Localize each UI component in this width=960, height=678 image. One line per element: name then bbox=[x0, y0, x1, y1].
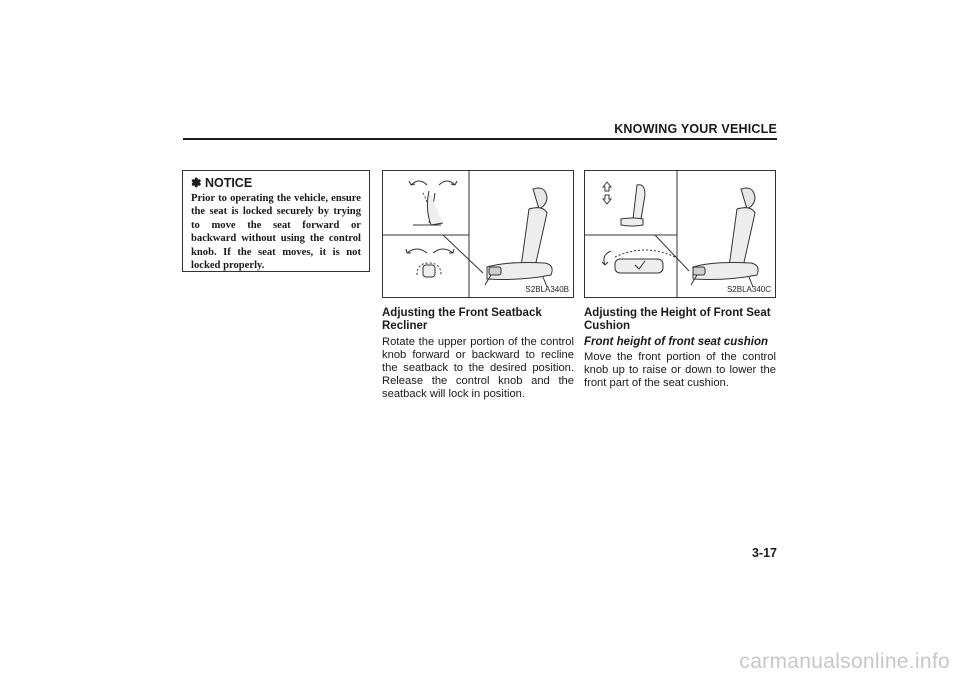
notice-body: Prior to operating the vehicle, ensure the seat is locked securely by trying to move the seat forward or backward without using the control knob. If the seat moves, it is not locked properly. bbox=[191, 193, 361, 272]
figure-code: S2BLA340B bbox=[525, 285, 569, 294]
front-seat-icon bbox=[485, 188, 552, 287]
watermark-text: carmanualsonline.info bbox=[739, 650, 950, 673]
page-number: 3-17 bbox=[751, 546, 777, 560]
notice-title: ✽ NOTICE bbox=[191, 176, 253, 190]
notice-box bbox=[182, 170, 370, 272]
up-down-arrows-icon bbox=[603, 182, 645, 226]
section-subtitle: Front height of front seat cushion bbox=[584, 336, 768, 348]
section-body: Rotate the upper portion of the control knob forward or backward to recline the seatback to the desired position. Release the control knob and the seatback will lock in position. bbox=[382, 336, 574, 400]
section-body: Move the front portion of the control knob up to raise or down to lower the front part of the seat cushion. bbox=[584, 351, 776, 389]
recline-arrows-icon bbox=[409, 181, 457, 225]
page-header-title: KNOWING YOUR VEHICLE bbox=[614, 122, 777, 136]
section-cushion-height bbox=[584, 307, 776, 390]
cushion-control-icon bbox=[602, 250, 675, 273]
front-seat-icon bbox=[691, 188, 758, 287]
section-title: Adjusting the Height of Front Seat Cushion bbox=[584, 307, 771, 332]
seat-recliner-illustration bbox=[383, 171, 575, 299]
figure-code: S2BLA340C bbox=[726, 285, 771, 294]
header-rule bbox=[183, 138, 777, 140]
seat-height-illustration bbox=[585, 171, 777, 299]
section-recliner bbox=[382, 307, 574, 401]
figure-cushion-height bbox=[584, 170, 776, 298]
section-title: Adjusting the Front Seatback Recliner bbox=[382, 307, 542, 332]
rotate-knob-icon bbox=[406, 249, 454, 277]
figure-seatback-recliner bbox=[382, 170, 574, 298]
